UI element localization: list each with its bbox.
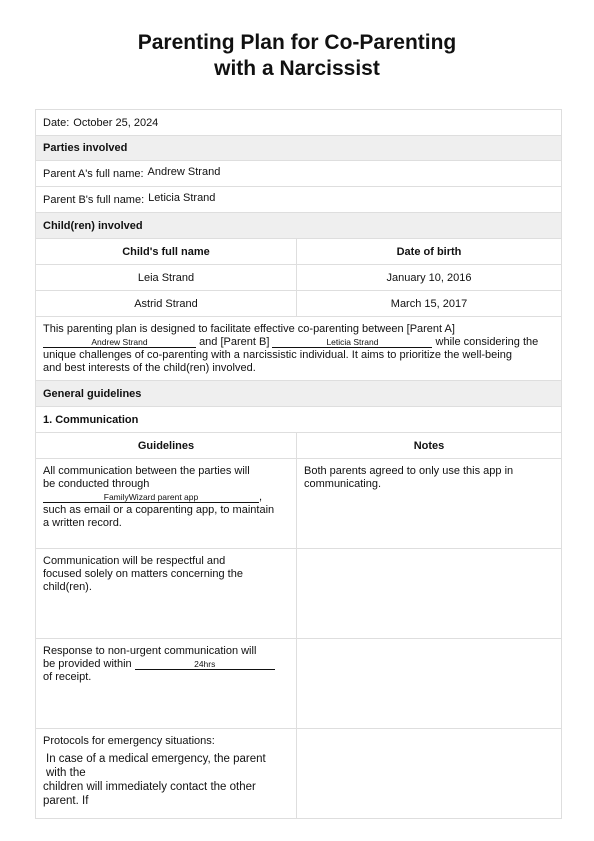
guideline-cell [36,549,297,638]
child-name-cell[interactable]: Leia Strand [36,265,297,290]
guideline-text: Response to non-urgent communication will [43,645,257,657]
children-heading [36,212,561,238]
intro-paragraph [36,316,561,380]
guideline-text: be conducted through [43,478,150,490]
response-time-field[interactable]: 24hrs [135,659,275,670]
guideline-cell [36,639,297,728]
parent-a-fill-field[interactable]: Andrew Strand [43,337,196,348]
date-row [36,109,561,135]
protocol-text: with the [46,767,86,779]
intro-line-1: This parenting plan is designed to facilitate effective co-parenting between [Parent A] [43,323,455,335]
comma-text: , [259,491,263,503]
guideline-fill-line [43,658,289,671]
general-guidelines-heading [36,380,561,406]
guideline-text: of receipt. [43,671,92,683]
parent-a-row [36,160,561,186]
parties-heading [36,135,561,160]
guideline-text: All communication between the parties will [43,465,250,477]
guideline-text: Protocols for emergency situations: [43,735,215,747]
parent-a-field[interactable]: Andrew Strand [147,165,221,178]
dob-column-header: Date of birth [396,245,462,258]
intro-text-parent-b: and [Parent B] [199,336,270,348]
page-title [0,30,594,82]
intro-line-2 [43,336,554,349]
parent-a-label: Parent A's full name: [43,167,144,180]
children-table-header [36,238,561,264]
parties-heading-text: Parties involved [43,142,128,154]
table-row [36,458,561,548]
guideline-cell [36,459,297,548]
intro-line-3: unique challenges of co-parenting with a narcissistic individual. It aims to prioritize the well-being [43,349,512,361]
intro-line-4: and best interests of the child(ren) involved. [43,362,256,374]
notes-cell[interactable] [297,459,561,548]
parent-b-label: Parent B's full name: [43,193,145,206]
notes-cell[interactable] [297,729,561,818]
dob-cell[interactable]: January 10, 2016 [386,271,472,284]
guideline-text: a written record. [43,517,122,529]
notes-cell[interactable] [297,549,561,638]
table-row [36,290,561,316]
guideline-fill-line [43,491,289,504]
note-text: communicating. [304,478,382,490]
table-row [36,264,561,290]
child-name-cell[interactable]: Astrid Strand [36,291,297,316]
date-field[interactable]: October 25, 2024 [73,116,159,129]
parent-b-fill-field[interactable]: Leticia Strand [272,337,432,348]
guidelines-column-header: Guidelines [36,433,297,458]
guideline-text: be provided within [43,658,132,670]
parenting-plan-form [35,109,562,819]
communication-app-field[interactable]: FamilyWizard parent app [43,492,259,503]
title-line-1: Parenting Plan for Co-Parenting [137,31,457,54]
parent-b-field[interactable]: Leticia Strand [148,191,216,204]
table-row [36,638,561,728]
intro-text-considering: while considering the [435,336,539,348]
guideline-text: child(ren). [43,581,92,593]
dob-cell[interactable]: March 15, 2017 [390,297,468,310]
guideline-cell [36,729,297,818]
notes-cell[interactable] [297,639,561,728]
guideline-text: focused solely on matters concerning the [43,568,243,580]
communication-subheading-text: 1. Communication [43,413,139,426]
table-row [36,728,561,819]
communication-subheading [36,406,561,432]
child-name-column-header: Child's full name [36,239,297,264]
title-line-2: with a Narcissist [214,57,380,80]
protocol-text: In case of a medical emergency, the parent [46,753,266,765]
general-guidelines-text: General guidelines [43,387,142,400]
date-label: Date: [43,116,70,129]
note-text: Both parents agreed to only use this app in [304,465,514,477]
parent-b-row [36,186,561,212]
protocol-text: children will immediately contact the other [43,781,256,793]
notes-column-header: Notes [413,439,445,452]
guideline-text: Communication will be respectful and [43,555,226,567]
table-row [36,548,561,638]
guidelines-table-header [36,432,561,458]
emergency-protocol-field[interactable] [43,752,289,808]
guideline-text: such as email or a coparenting app, to maintain [43,504,275,516]
children-heading-text: Child(ren) involved [43,219,143,232]
protocol-text: parent. If [43,795,89,807]
